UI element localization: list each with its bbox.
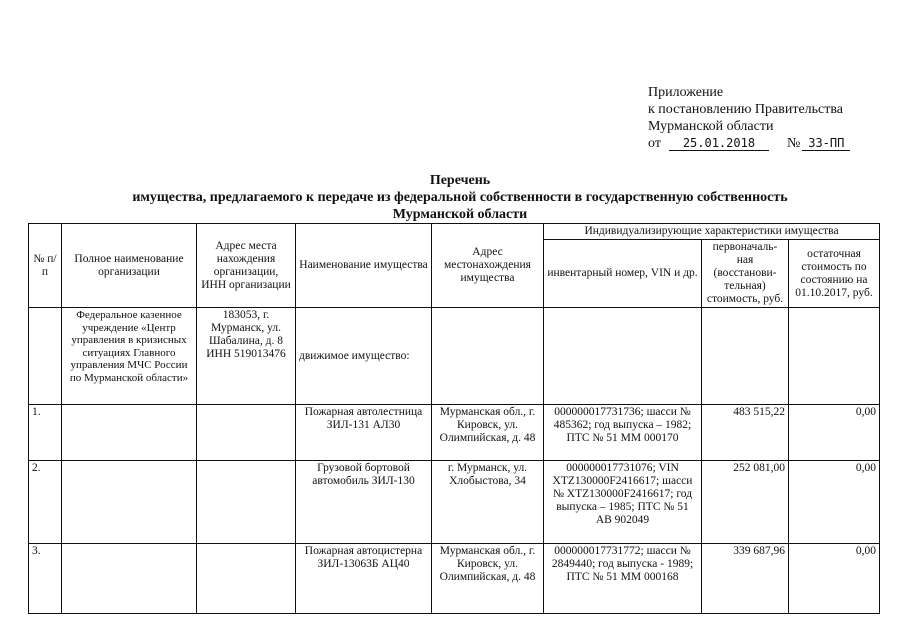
row-property-name: Пожарная автоцистерна ЗИЛ-13063Б АЦ40 <box>296 544 432 614</box>
header-row-1 <box>29 224 880 240</box>
appendix-date-row <box>648 135 850 152</box>
appendix-line-1: Приложение <box>648 85 724 100</box>
header-property-name: Наименование имущества <box>296 224 432 308</box>
row-inventory: 000000017731772; шасси № 2849440; год выпуска - 1989; ПТС № 51 ММ 000168 <box>544 544 702 614</box>
row-property-name: Грузовой бортовой автомобиль ЗИЛ-130 <box>296 461 432 544</box>
header-residual-cost: остаточная стоимость по состоянию на 01.10.2017, руб. <box>789 240 880 308</box>
title-line-1: Перечень <box>429 173 491 188</box>
org-name-cell: Федеральное казенное учреждение «Центр управления в кризисных ситуациях Главного управления МЧС России по Мурманской области» <box>62 308 197 405</box>
row-property-address: Мурманская обл., г. Кировск, ул. Олимпийская, д. 48 <box>432 544 544 614</box>
appendix-block <box>648 84 850 152</box>
table-row <box>29 544 880 614</box>
header-org-name: Полное наименование организации <box>62 224 197 308</box>
title-line-2: имущества, предлагаемого к передаче из федеральной собственности в государственную собственность <box>132 190 788 205</box>
header-initial-cost: первоначаль-ная (восстанови-тельная) стоимость, руб. <box>702 240 789 308</box>
row-residual-cost: 0,00 <box>789 461 880 544</box>
appendix-line-3: Мурманской области <box>648 119 774 134</box>
row-inventory: 000000017731076; VIN XTZ130000F2416617; шасси № XTZ130000F2416617; год выпуска – 1985; ПТС № 51 АВ 902049 <box>544 461 702 544</box>
table-row <box>29 405 880 461</box>
row-num: 2. <box>29 461 62 544</box>
header-property-address: Адрес местонахождения имущества <box>432 224 544 308</box>
org-row-empty-cell <box>544 308 702 405</box>
decree-number: 33-ПП <box>802 136 850 151</box>
property-table <box>28 223 880 614</box>
row-empty-cell <box>62 461 197 544</box>
date-prefix: от <box>648 136 661 151</box>
row-empty-cell <box>62 544 197 614</box>
number-label: № <box>786 136 801 151</box>
row-empty-cell <box>197 461 296 544</box>
header-inventory: инвентарный номер, VIN и др. <box>544 240 702 308</box>
row-num: 1. <box>29 405 62 461</box>
row-empty-cell <box>62 405 197 461</box>
header-characteristics: Индивидуализирующие характеристики имущества <box>544 224 880 240</box>
table-row <box>29 461 880 544</box>
row-property-name: Пожарная автолестница ЗИЛ-131 АЛ30 <box>296 405 432 461</box>
row-empty-cell <box>197 405 296 461</box>
row-inventory: 000000017731736; шасси № 485362; год выпуска – 1982; ПТС № 51 ММ 000170 <box>544 405 702 461</box>
row-initial-cost: 252 081,00 <box>702 461 789 544</box>
appendix-line-2: к постановлению Правительства <box>648 102 844 117</box>
movable-property-label: движимое имущество: <box>296 308 432 405</box>
org-row-num-cell <box>29 308 62 405</box>
row-empty-cell <box>197 544 296 614</box>
org-row-empty-cell <box>789 308 880 405</box>
header-org-address: Адрес места нахождения организации, ИНН организации <box>197 224 296 308</box>
row-residual-cost: 0,00 <box>789 544 880 614</box>
document-title <box>60 172 860 223</box>
row-property-address: г. Мурманск, ул. Хлобыстова, 34 <box>432 461 544 544</box>
title-line-3: Мурманской области <box>392 207 528 222</box>
row-residual-cost: 0,00 <box>789 405 880 461</box>
org-row-empty-cell <box>432 308 544 405</box>
org-row-empty-cell <box>702 308 789 405</box>
org-row <box>29 308 880 405</box>
decree-date: 25.01.2018 <box>669 136 769 151</box>
org-address-cell: 183053, г. Мурманск, ул. Шабалина, д. 8 ИНН 519013476 <box>197 308 296 405</box>
row-initial-cost: 483 515,22 <box>702 405 789 461</box>
header-num: № п/п <box>29 224 62 308</box>
row-initial-cost: 339 687,96 <box>702 544 789 614</box>
row-property-address: Мурманская обл., г. Кировск, ул. Олимпийская, д. 48 <box>432 405 544 461</box>
row-num: 3. <box>29 544 62 614</box>
